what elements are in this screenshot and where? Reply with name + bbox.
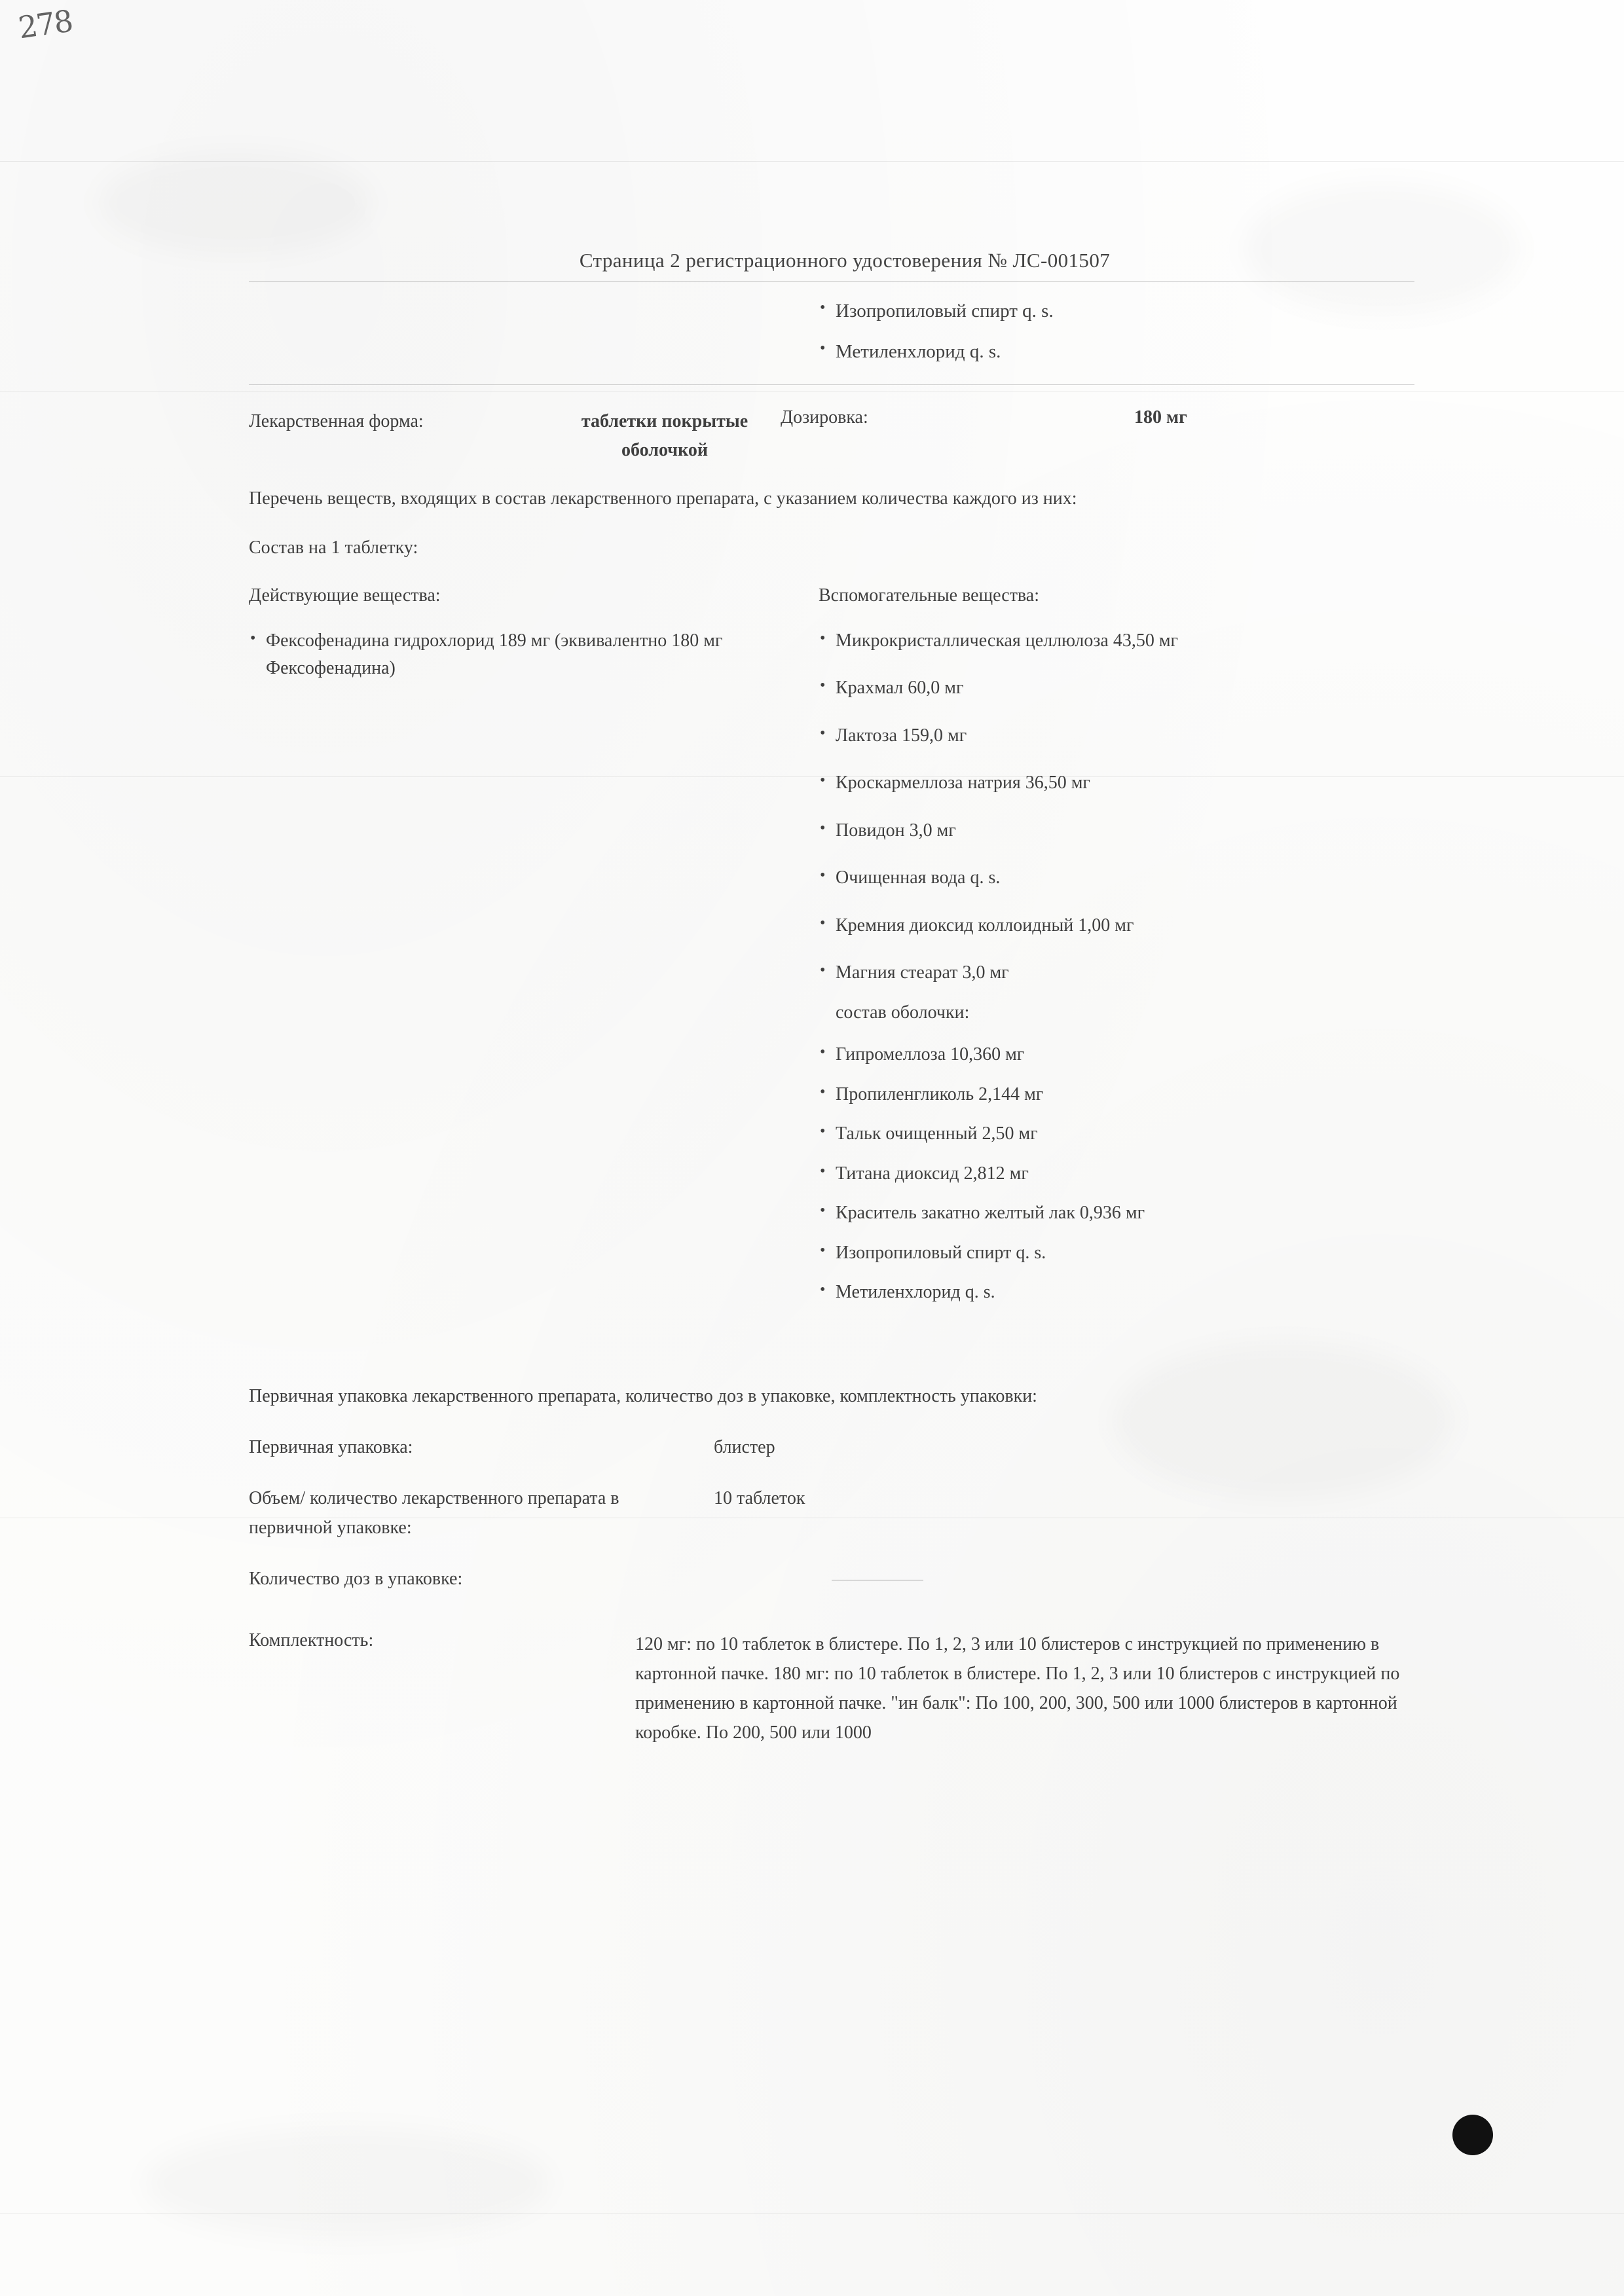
coating-items (819, 1041, 1414, 1307)
dosage-form-row (249, 407, 1414, 464)
composition-per-tablet: Состав на 1 таблетку: (249, 538, 418, 558)
volume-row (249, 1484, 1414, 1542)
composition-intro: Перечень веществ, входящих в состав лекарственного препарата, с указанием количества каждого из них: (249, 488, 1077, 509)
list-item: • Крахмал 60,0 мг (819, 674, 1414, 702)
excipient-items (819, 627, 1414, 987)
list-item: • Кремния диоксид коллоидный 1,00 мг (819, 912, 1414, 940)
top-solvents-list (249, 297, 1414, 366)
excipients-heading: Вспомогательные вещества: (819, 585, 1039, 606)
active-items (249, 627, 819, 683)
list-item: • Магния стеарат 3,0 мг (819, 959, 1414, 987)
form-label: Лекарственная форма: (249, 411, 424, 432)
list-item: • Повидон 3,0 мг (819, 817, 1414, 845)
list-item: • Изопропиловый спирт q. s. (819, 297, 1414, 325)
form-value: таблетки покрытые оболочкой (581, 411, 748, 460)
primary-package-value: блистер (714, 1437, 775, 1458)
scan-smudge (98, 151, 373, 255)
list-item: • Кроскармеллоза натрия 36,50 мг (819, 769, 1414, 797)
complectness-label: Комплектность: (249, 1630, 374, 1651)
primary-package-label: Первичная упаковка: (249, 1437, 413, 1458)
packaging-title: Первичная упаковка лекарственного препарата, количество доз в упаковке, комплектность упаковки: (249, 1385, 1037, 1406)
scan-streak (0, 2213, 1624, 2214)
list-item: • Фексофенадина гидрохлорид 189 мг (эквивалентно 180 мг Фексофенадина) (249, 627, 819, 683)
document-body (249, 249, 1414, 1747)
complectness-row (249, 1630, 1414, 1747)
list-item: • Метиленхлорид q. s. (819, 337, 1414, 366)
active-heading: Действующие вещества: (249, 585, 441, 606)
page-header: Страница 2 регистрационного удостоверения № ЛС-001507 (579, 249, 1111, 272)
active-substances-column (249, 585, 819, 1319)
list-item: • Микрокристаллическая целлюлоза 43,50 мг (819, 627, 1414, 655)
handwritten-page-mark: 278 (16, 3, 75, 46)
list-item: • Очищенная вода q. s. (819, 864, 1414, 892)
dosage-value: 180 мг (1134, 407, 1187, 428)
complectness-value: 120 мг: по 10 таблеток в блистере. По 1, 2, 3 или 10 блистеров с инструкцией по применению в картонной пачке. 180 мг: по 10 таблеток в блистере. По 1, 2, 3 или 10 блистеров с инструкцией по применению в картонной пачке. "ин балк": По 100, 200, 300, 500 или 1000 блистеров в картонной коробке. По 200, 500 или 1000 (635, 1634, 1400, 1743)
coating-heading: состав оболочки: (836, 1002, 970, 1023)
top-solvents-items (819, 297, 1414, 366)
primary-package-row (249, 1433, 1414, 1462)
list-item: • Гипромеллоза 10,360 мг (819, 1041, 1414, 1069)
doses-value-wrap (635, 1565, 1414, 1594)
composition-columns (249, 585, 1414, 1319)
list-item: • Изопропиловый спирт q. s. (819, 1239, 1414, 1267)
solvents-rule (249, 384, 1414, 385)
list-item: • Тальк очищенный 2,50 мг (819, 1120, 1414, 1148)
doses-label: Количество доз в упаковке: (249, 1568, 463, 1589)
scan-smudge (144, 2128, 550, 2239)
doses-row (249, 1565, 1414, 1594)
list-item: • Пропиленгликоль 2,144 мг (819, 1081, 1414, 1109)
list-item: • Лактоза 159,0 мг (819, 722, 1414, 750)
list-item: • Метиленхлорид q. s. (819, 1279, 1414, 1307)
scan-streak (0, 161, 1624, 162)
excipients-column (819, 585, 1414, 1319)
volume-value: 10 таблеток (714, 1488, 805, 1509)
volume-label: Объем/ количество лекарственного препарата в первичной упаковке: (249, 1488, 619, 1538)
dosage-label: Дозировка: (781, 407, 868, 428)
list-item: • Краситель закатно желтый лак 0,936 мг (819, 1199, 1414, 1228)
ink-dot-mark (1452, 2115, 1493, 2155)
list-item: • Титана диоксид 2,812 мг (819, 1160, 1414, 1188)
